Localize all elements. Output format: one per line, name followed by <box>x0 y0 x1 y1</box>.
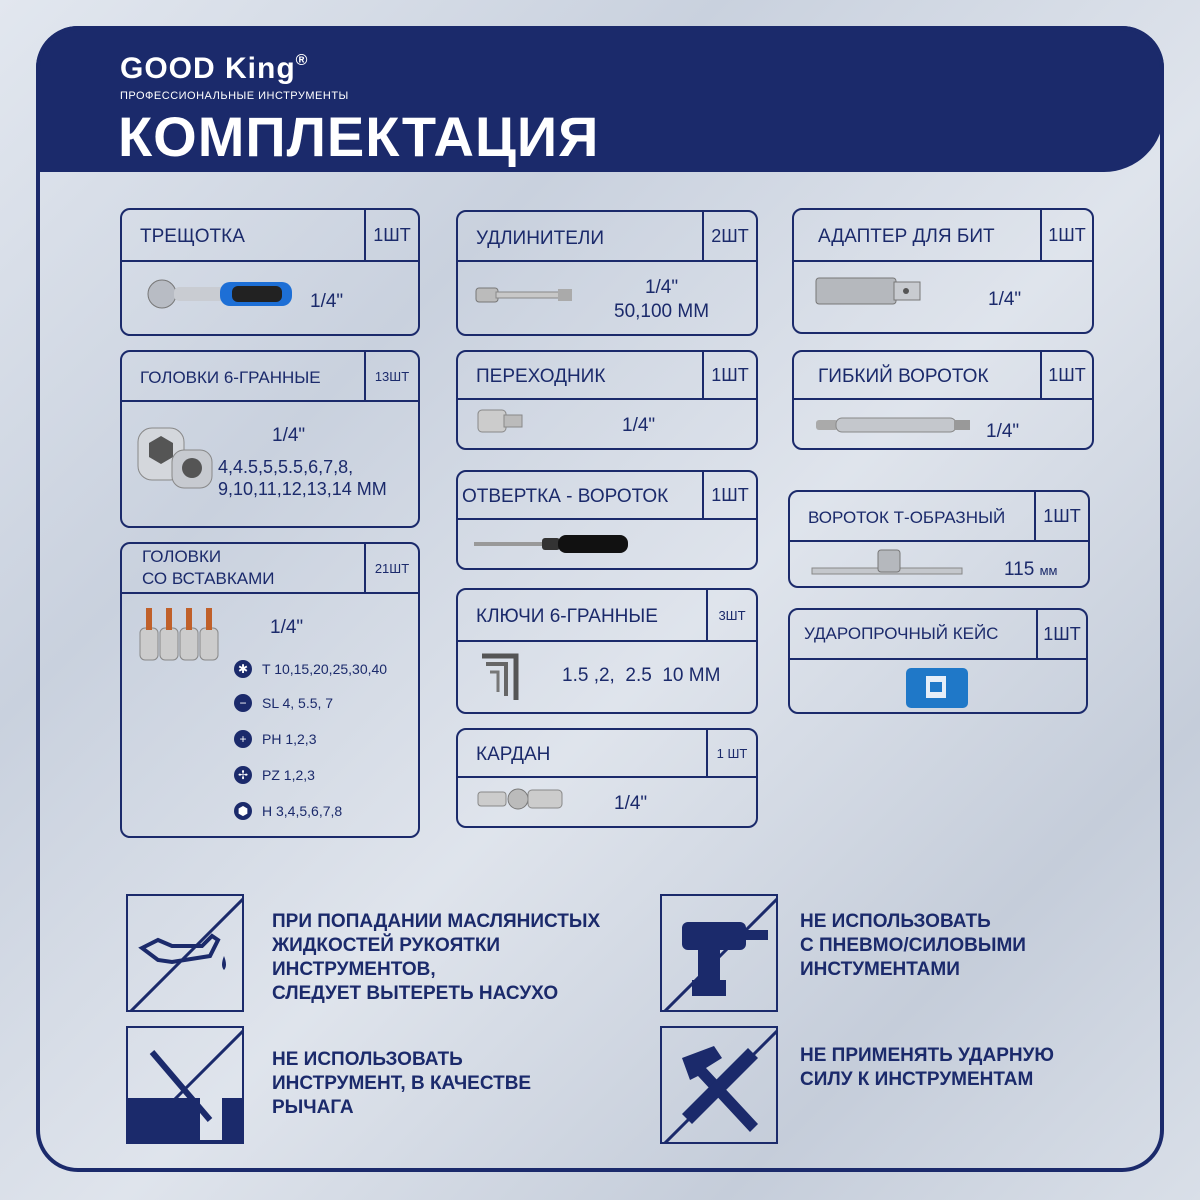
item-qty: 1ШТ <box>702 352 756 398</box>
hex-icon: ⬢ <box>234 802 252 820</box>
item-qty: 1ШТ <box>1040 210 1092 260</box>
warning-lever <box>126 1026 244 1144</box>
ratchet-image <box>140 274 300 314</box>
torx-icon: ✱ <box>234 660 252 678</box>
item-spec: 1/4" <box>310 291 344 312</box>
item-bit-adapter <box>792 208 1094 334</box>
warning-lever-text: НЕ ИСПОЛЬЗОВАТЬ ИНСТРУМЕНТ, В КАЧЕСТВЕ РЫЧАГА <box>272 1049 532 1118</box>
item-qty: 1ШТ <box>1034 492 1088 540</box>
phillips-icon: + <box>234 730 252 748</box>
item-name: ПЕРЕХОДНИК <box>476 366 606 387</box>
item-screwdriver <box>456 470 758 570</box>
item-flex-handle <box>792 350 1094 450</box>
adapter-image <box>476 408 526 434</box>
warning-impact-text: НЕ ПРИМЕНЯТЬ УДАРНУЮ СИЛУ К ИНСТРУМЕНТАМ <box>800 1045 1054 1090</box>
item-name: ТРЕЩОТКА <box>140 226 245 247</box>
item-qty: 3ШТ <box>706 590 756 640</box>
page-title: КОМПЛЕКТАЦИЯ <box>118 105 600 168</box>
sockets-image <box>134 422 224 492</box>
item-name: УДЛИНИТЕЛИ <box>476 228 604 249</box>
item-extensions <box>456 210 758 336</box>
item-spec: 1/4" <box>272 425 306 446</box>
item-bit-sockets <box>120 542 420 838</box>
bit-type-slotted: − SL 4, 5.5, 7 <box>234 694 333 712</box>
item-spec: 1/4" <box>622 415 656 436</box>
item-qty: 1ШТ <box>1036 610 1086 658</box>
item-qty: 13ШТ <box>364 352 418 400</box>
item-hex-sockets <box>120 350 420 528</box>
warning-oil <box>126 894 244 1012</box>
bit-type-torx: ✱ T 10,15,20,25,30,40 <box>234 660 387 678</box>
item-name: ОТВЕРТКА - ВОРОТОК <box>462 486 669 507</box>
item-ratchet <box>120 208 420 336</box>
item-spec: 115 мм <box>1004 559 1058 580</box>
item-name: КЛЮЧИ 6-ГРАННЫЕ <box>476 606 658 627</box>
item-qty: 1ШТ <box>702 472 756 518</box>
hammer-wrench-icon <box>662 1028 778 1144</box>
item-cardan <box>456 728 758 828</box>
item-sizes: 4,4.5,5,5.5,6,7,8, 9,10,11,12,13,14 ММ <box>218 457 387 499</box>
warning-drill-text: НЕ ИСПОЛЬЗОВАТЬ С ПНЕВМО/СИЛОВЫМИ ИНСТУМЕНТАМИ <box>800 911 1026 980</box>
t-handle-image <box>810 546 970 580</box>
item-name: ВОРОТОК Т-ОБРАЗНЫЙ <box>808 508 1006 527</box>
item-qty: 1ШТ <box>1040 352 1092 398</box>
item-qty: 1ШТ <box>364 210 418 260</box>
bit-type-pozidriv: ✢ PZ 1,2,3 <box>234 766 315 784</box>
item-name: УДАРОПРОЧНЫЙ КЕЙС <box>804 624 999 643</box>
cardan-image <box>476 786 566 812</box>
item-spec: 1/4" <box>988 289 1022 310</box>
brand-logo: GOOD King® <box>120 52 309 85</box>
bit-type-hex: ⬢ H 3,4,5,6,7,8 <box>234 802 342 820</box>
item-t-handle <box>788 490 1090 588</box>
bit-type-phillips: + PH 1,2,3 <box>234 730 316 748</box>
warning-drill <box>660 894 778 1012</box>
power-drill-icon <box>662 896 778 1012</box>
item-qty: 1 ШТ <box>706 730 756 776</box>
screwdriver-image <box>472 532 632 556</box>
item-spec: 1/4" <box>986 421 1020 442</box>
bit-sockets-image <box>138 604 222 662</box>
flex-handle-image <box>814 414 974 436</box>
extension-image <box>474 284 574 306</box>
item-spec: 1.5 ,2, 2.5 10 ММ <box>562 665 721 686</box>
pozidriv-icon: ✢ <box>234 766 252 784</box>
item-name: ГОЛОВКИ СО ВСТАВКАМИ <box>142 547 275 588</box>
hex-keys-image <box>476 650 536 704</box>
item-name: АДАПТЕР ДЛЯ БИТ <box>818 226 995 247</box>
brand-tagline: ПРОФЕССИОНАЛЬНЫЕ ИНСТРУМЕНТЫ <box>120 90 349 102</box>
item-qty: 21ШТ <box>364 544 418 592</box>
item-adapter <box>456 350 758 450</box>
item-name: ГОЛОВКИ 6-ГРАННЫЕ <box>140 368 321 387</box>
case-image <box>902 664 972 710</box>
item-case <box>788 608 1088 714</box>
item-spec: 1/4" 50,100 ММ <box>614 277 710 322</box>
warning-impact <box>660 1026 778 1144</box>
item-spec: 1/4" <box>270 617 304 638</box>
item-hex-keys <box>456 588 758 714</box>
warning-oil-text: ПРИ ПОПАДАНИИ МАСЛЯНИСТЫХ ЖИДКОСТЕЙ РУКОЯТКИ ИНСТРУМЕНТОВ, СЛЕДУЕТ ВЫТЕРЕТЬ НАСУХО <box>272 911 601 1004</box>
oil-can-icon <box>128 896 244 1012</box>
item-qty: 2ШТ <box>702 212 756 260</box>
screwdriver-lever-icon <box>128 1028 244 1144</box>
bit-adapter-image <box>814 274 924 308</box>
slotted-icon: − <box>234 694 252 712</box>
item-name: КАРДАН <box>476 744 551 765</box>
item-spec: 1/4" <box>614 793 648 814</box>
item-name: ГИБКИЙ ВОРОТОК <box>818 366 989 387</box>
